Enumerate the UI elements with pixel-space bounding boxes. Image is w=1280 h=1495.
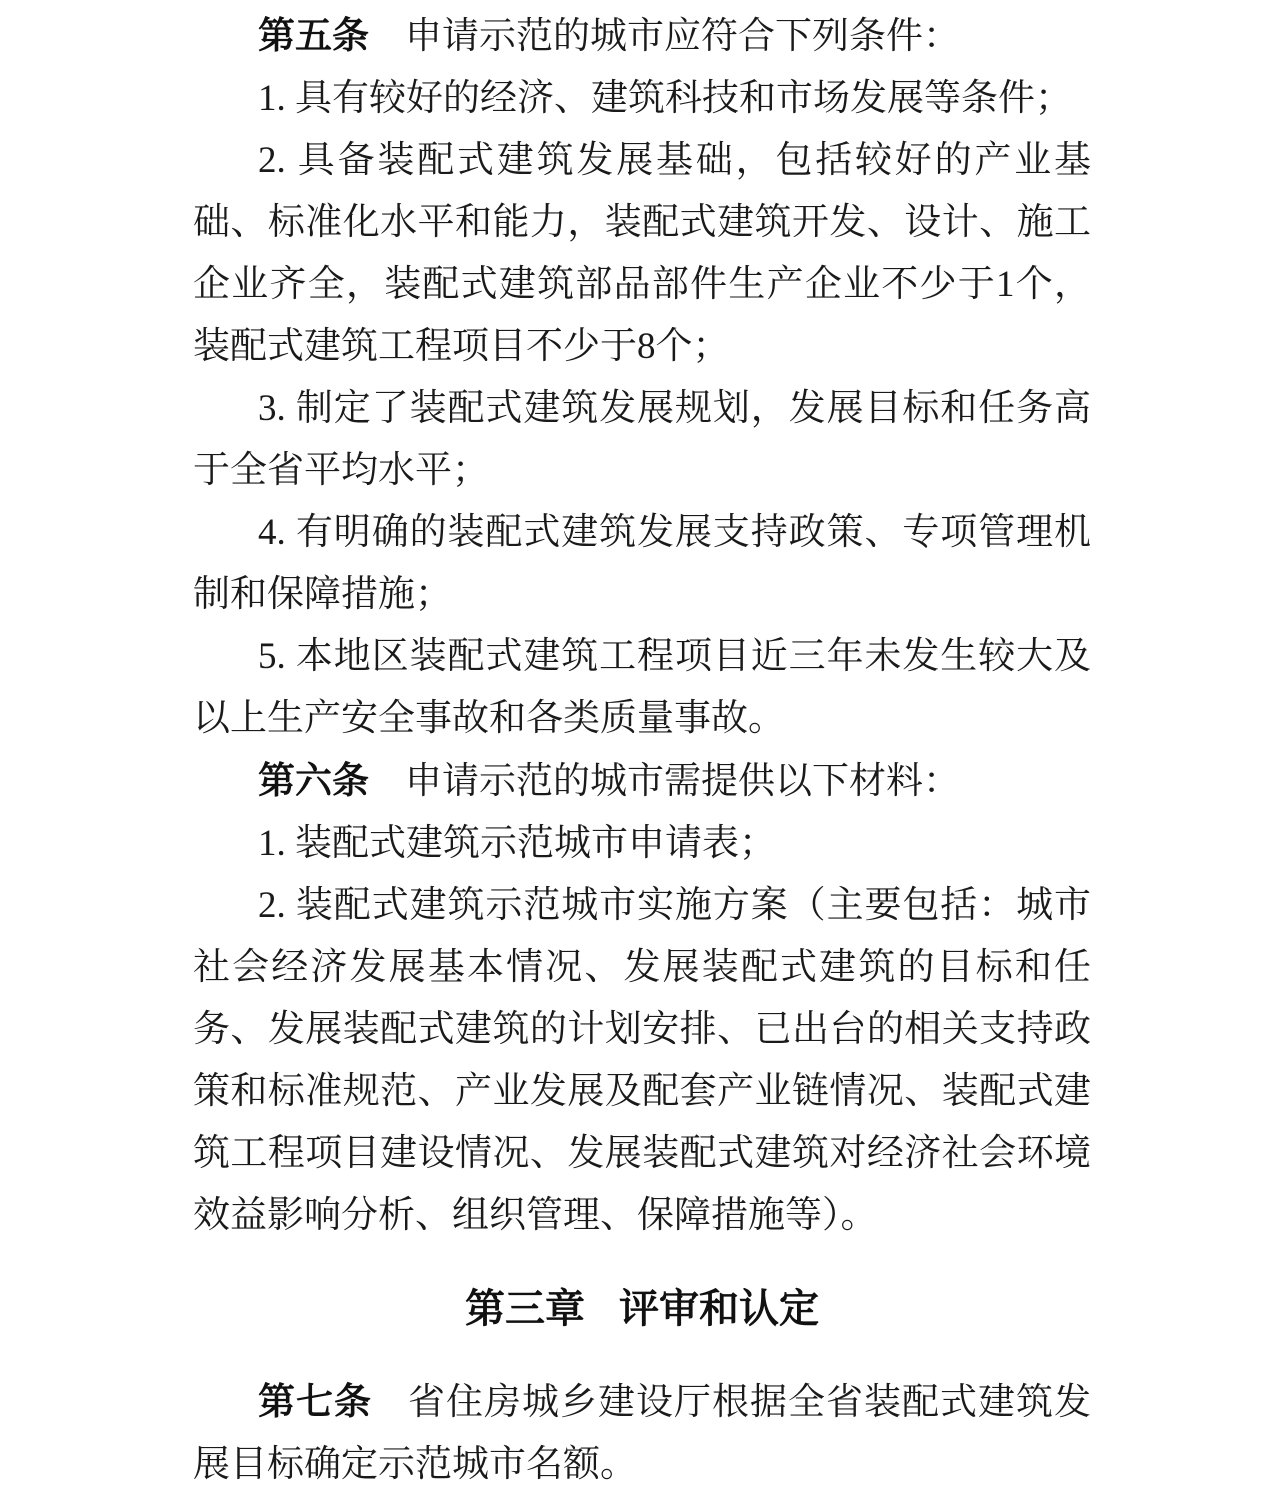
article-7-number: 第七条 xyxy=(258,1381,372,1422)
article-5-item-3 xyxy=(193,378,1091,502)
article-5-number: 第五条 xyxy=(258,15,369,56)
article-6-text: 申请示范的城市需提供以下材料： xyxy=(405,761,960,802)
article-6-item-1 xyxy=(193,813,1091,875)
article-6-item-2 xyxy=(193,875,1091,1247)
article-5-item-3-text: 3. 制定了装配式建筑发展规划，发展目标和任务高于全省平均水平； xyxy=(193,388,1091,491)
chapter-3-heading xyxy=(193,1278,1091,1340)
paragraph-article-6 xyxy=(193,750,1091,813)
chapter-3-number: 第三章 xyxy=(465,1287,585,1331)
chapter-3-title: 评审和认定 xyxy=(619,1287,819,1331)
article-6-item-2-text: 2. 装配式建筑示范城市实施方案（主要包括：城市社会经济发展基本情况、发展装配式建筑的目标和任务、发展装配式建筑的计划安排、已出台的相关支持政策和标准规范、产业发展及配套产业链情况、装配式建筑工程项目建设情况、发展装配式建筑对经济社会环境效益影响分析、组织管理、保障措施等）。 xyxy=(193,885,1091,1236)
article-5-item-5 xyxy=(193,626,1091,750)
article-7-text: 省住房城乡建设厅根据全省装配式建筑发展目标确定示范城市名额。 xyxy=(193,1382,1091,1485)
article-6-number: 第六条 xyxy=(258,760,369,801)
paragraph-article-5 xyxy=(193,5,1091,68)
document-body xyxy=(193,5,1091,1495)
paragraph-article-7 xyxy=(193,1371,1091,1495)
article-5-item-2 xyxy=(193,130,1091,378)
article-5-item-4 xyxy=(193,502,1091,626)
article-5-item-1 xyxy=(193,68,1091,130)
article-5-item-5-text: 5. 本地区装配式建筑工程项目近三年未发生较大及以上生产安全事故和各类质量事故。 xyxy=(193,636,1091,739)
article-5-text: 申请示范的城市应符合下列条件： xyxy=(405,16,960,57)
article-6-item-1-text: 1. 装配式建筑示范城市申请表； xyxy=(258,823,776,864)
article-5-item-4-text: 4. 有明确的装配式建筑发展支持政策、专项管理机制和保障措施； xyxy=(193,512,1091,615)
article-5-item-1-text: 1. 具有较好的经济、建筑科技和市场发展等条件； xyxy=(258,78,1072,119)
article-5-item-2-text: 2. 具备装配式建筑发展基础，包括较好的产业基础、标准化水平和能力，装配式建筑开发、设计、施工企业齐全，装配式建筑部品部件生产企业不少于1个，装配式建筑工程项目不少于8个； xyxy=(193,140,1091,367)
